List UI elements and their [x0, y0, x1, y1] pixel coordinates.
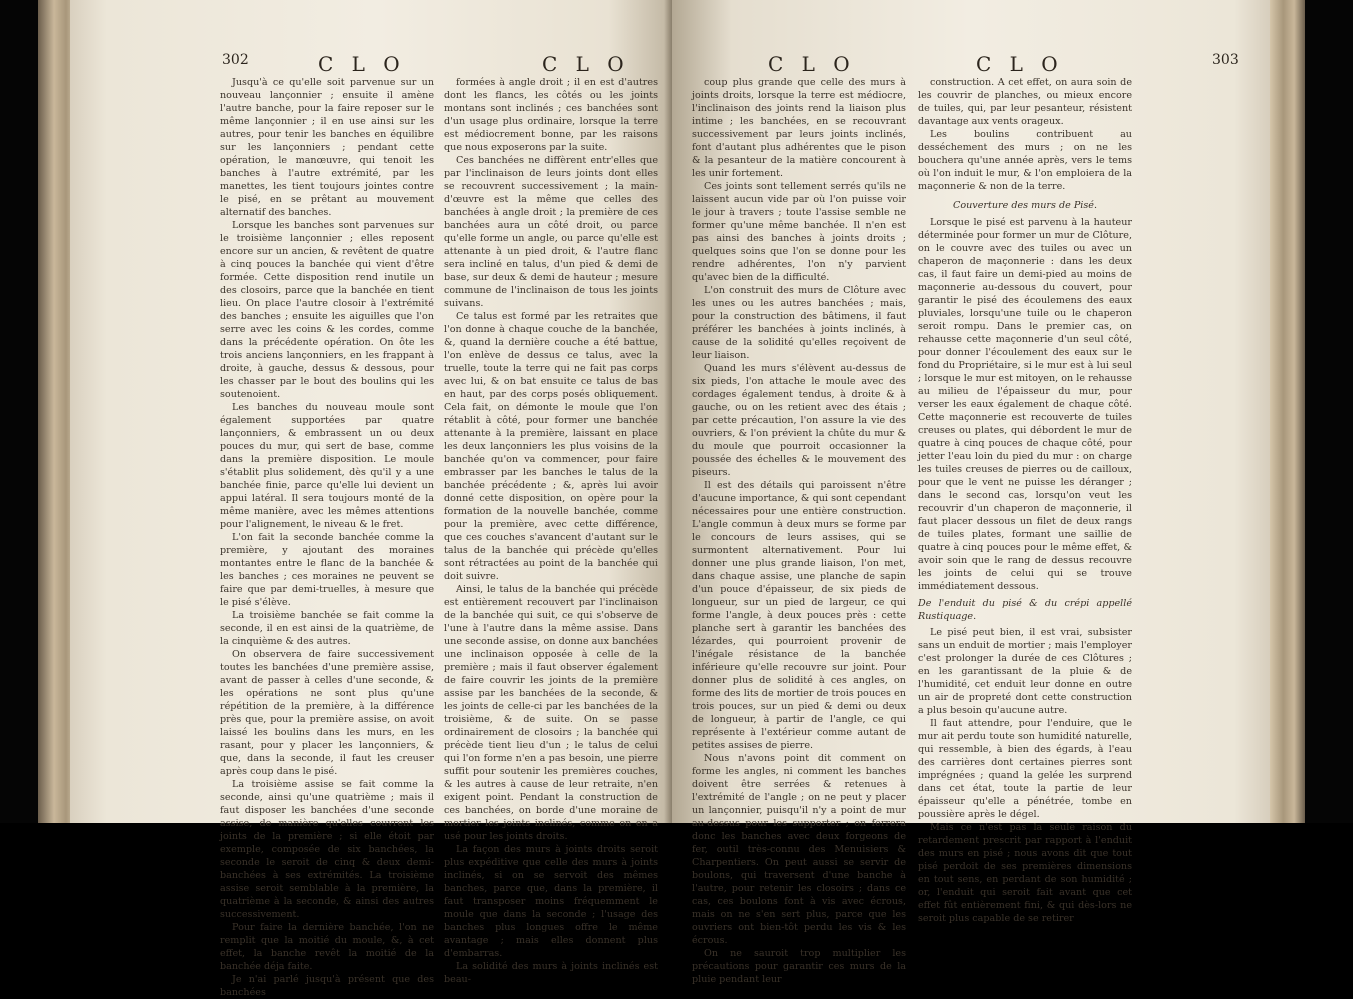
paragraph: Le pisé peut bien, il est vrai, subsister sans un enduit de mortier ; mais l'employer c'est prolonger la durée de ces Clôtures ; en les garantissant de la pluie & de l'humidité, cet enduit leur donne en outre un air de propreté dont cette construction a plus besoin qu'aucune autre.	[918, 627, 1132, 716]
paragraph: Quand les murs s'élèvent au-dessus de six pieds, l'on attache le moule avec des cordages également tendus, à droite & à gauche, ou on les retient avec des étais ; par cette précaution, l'on assure la vie des ouvriers, & l'on prévient la chûte du mur & du moule que pourroit occasionner la poussée des échelles & le mouvement des piseurs.	[692, 363, 906, 478]
paragraph: Pour faire la dernière banchée, l'on ne remplit que la moitié du moule, &, à cet effet, la banche revêt la moitié de la banchée déja faite.	[220, 922, 434, 972]
paragraph: Lorsque le pisé est parvenu à la hauteur déterminée pour former un mur de Clôture, on le couvre avec des tuiles ou avec un chaperon de maçonnerie : dans les deux cas, il faut faire un demi-pied au moins de maçonnerie au-dessous du couvert, pour garantir le pisé des écoulemens des eaux pluviales, lorsqu'une tuile ou le chaperon seroit rompu. Dans le premier cas, on rehausse cette maçonnerie d'un seul côté, pour donner l'écoulement des eaux sur le fond du Propriétaire, si le mur est à lui seul ; lorsque le mur est mitoyen, on le rehausse au milieu de l'épaisseur du mur, pour verser les eaux également de chaque côté. Cette maçonnerie est recouverte de tuiles creuses ou plates, qui débordent le mur de quatre à cinq pouces de chaque côté, pour jetter l'eau loin du pied du mur : on charge les tuiles creuses de pierres ou de cailloux, pour que le vent ne puisse les déranger ; dans le second cas, lorsqu'on veut les recouvrir d'un chaperon de maçonnerie, il faut placer dessous un filet de deux rangs de tuiles plates, formant une saillie de quatre à cinq pouces pour le même effet, & avoir soin que le rang de dessus recouvre les joints de celui qui se trouve immédiatement dessous.	[918, 217, 1132, 592]
paragraph: formées à angle droit ; il en est d'autres dont les flancs, les côtés ou les joints montans sont inclinés ; ces banchées sont d'un usage plus ordinaire, lorsque la terre est médiocrement bonne, par les raisons que nous exposerons par la suite.	[444, 77, 658, 153]
paragraph: Ces banchées ne diffèrent entr'elles que par l'inclinaison de leurs joints dont elles se recouvrent successivement ; la main-d'œuvre est la même que celles des banchées à angle droit ; la première de ces banchées aura un côté droit, ou parce qu'elle forme un angle, ou parce qu'elle est attenante à un pied droit, & l'autre flanc sera incliné en talus, d'un pied & demi de base, sur deux & demi de hauteur ; mesure commune de l'inclinaison de tous les joints suivans.	[444, 155, 658, 309]
text-column	[918, 76, 1132, 924]
running-head-col2: C L O	[976, 52, 1064, 76]
paragraph: La troisième assise se fait comme la seconde, ainsi qu'une quatrième ; mais il faut disposer les banchées d'une seconde assise, de manière qu'elles couvrent les joints de la première ; si elle étoit par exemple, composée de six banchées, la seconde le seroit de cinq & deux demi-banchées à ses extrémités. La troisième assise seroit semblable à la première, la quatrième à la seconde, & ainsi des autres successivement.	[220, 779, 434, 920]
paragraph: Il est des détails qui paroissent n'être d'aucune importance, & qui sont cependant nécessaires pour une entière construction. L'angle commun à deux murs se forme par le concours de leurs assises, qui se surmontent alternativement. Pour lui donner une plus grande liaison, l'on met, dans chaque assise, une planche de sapin d'un pouce d'épaisseur, de six pieds de longueur, sur un pied de largeur, ce qui forme l'angle, à deux pouces près : cette planche sert à garantir les banchées des lézardes, qui pourroient provenir de l'inégale résistance de la banchée inférieure qu'elle recouvre sur joint. Pour donner plus de solidité à ces angles, on forme des lits de mortier de trois pouces en trois pouces, sur un pied & demi ou deux de longueur, à partir de l'angle, ce qui représente à l'extérieur comme autant de petites assises de pierre.	[692, 480, 906, 751]
running-head-col2: C L O	[542, 52, 630, 76]
paragraph: On observera de faire successivement toutes les banchées d'une première assise, avant de passer à celles d'une seconde, & les opérations ne sont plus qu'une répétition de la première, à la différence près que, pour la première assise, on avoit laissé les boulins dans les murs, en les rasant, pour y placer les lançonniers, & que, dans la seconde, il faut les creuser après coup dans le pisé.	[220, 649, 434, 777]
paragraph: De l'enduit du pisé & du crépi appellé Rustiquage.	[918, 598, 1132, 622]
book-edge-right	[1269, 0, 1305, 823]
right-page	[672, 0, 1270, 985]
paragraph: Couverture des murs de Pisé.	[953, 200, 1097, 211]
paragraph: Ainsi, le talus de la banchée qui précède est entièrement recouvert par l'inclinaison de la banchée qui suit, ce qui s'observe de l'une à l'autre dans la même assise. Dans une seconde assise, on donne aux banchées une inclinaison opposée à celle de la première ; mais il faut observer également de faire couvrir les joints de la première assise par les banchées de la seconde, & les joints de celle-ci par les banchées de la troisième, & de suite. On se passe ordinairement de closoirs ; la banchée qui précède tient lieu d'un ; le talus de celui qui l'on forme n'en a pas besoin, une pierre suffit pour soutenir les premières couches, & les autres à cause de leur retraite, n'en exigent point. Pendant la construction de ces banchées, on borde d'une moraine de mortier les joints inclinés, comme on en a usé pour les joints droits.	[444, 584, 658, 842]
paragraph: On ne sauroit trop multiplier les précautions pour garantir ces murs de la pluie pendant leur	[692, 948, 906, 985]
paragraph: La troisième banchée se fait comme la seconde, il en est ainsi de la quatrième, de la cinquième & des autres.	[220, 610, 434, 647]
paragraph: L'on construit des murs de Clôture avec les unes ou les autres banchées ; mais, pour la construction des bâtimens, il faut préférer les banchées à joints inclinés, à cause de la solidité qu'elles reçoivent de leur liaison.	[692, 285, 906, 361]
running-head: C L O	[318, 52, 406, 76]
paragraph: Jusqu'à ce qu'elle soit parvenue sur un nouveau lançonnier ; ensuite il amène l'autre banche, pour la faire reposer sur le même lançonnier ; il en use ainsi sur les autres, pour tenir les banches en équilibre sur les lançonniers ; pendant cette opération, le manœuvre, qui tenoit les banches à l'autre extrémité, par les manettes, les tient toujours jointes contre le pisé, en se prêtant au mouvement alternatif des banches.	[220, 77, 434, 218]
page-number: 302	[222, 52, 249, 68]
paragraph: La façon des murs à joints droits seroit plus expéditive que celle des murs à joints inclinés, si on se servoit des mêmes banches, parce que, dans la première, il faut transposer moins fréquemment le moule que dans la seconde ; l'usage des banches plus longues offre le même avantage ; mais elles donnent plus d'embarras.	[444, 844, 658, 959]
paragraph: L'on fait la seconde banchée comme la première, y ajoutant des moraines montantes entre le flanc de la banchée & les banches ; ces moraines ne peuvent se faire que par demi-truelles, à mesure que le pisé s'élève.	[220, 532, 434, 608]
paragraph: Nous n'avons point dit comment on forme les angles, ni comment les banches doivent être serrées & retenues à l'extrémité de l'angle ; on ne peut y placer un lançonnier, puisqu'il n'y a point de mur au-dessus pour les supporter ; on ferrera donc les banches avec deux forgeons de fer, outil très-connu des Menuisiers & Charpentiers. On peut aussi se servir de boulons, qui traversent d'une banche à l'autre, pour retenir les closoirs ; dans ce cas, ces boulons font à vis avec écrous, mais on ne s'en sert plus, parce que les ouvriers ont bien-tôt perdu les vis & les écrous.	[692, 753, 906, 946]
running-head: C L O	[768, 52, 856, 76]
paragraph: construction. A cet effet, on aura soin de les couvrir de planches, ou mieux encore de tuiles, qui, par leur pesanteur, résistent davantage aux vents orageux.	[918, 77, 1132, 127]
left-page	[70, 0, 682, 998]
paragraph: Ces joints sont tellement serrés qu'ils ne laissent aucun vide par où l'on puisse voir le jour à travers ; toute l'assise semble ne former qu'une même banchée. Il n'en est pas ainsi des banches à joints droits ; quelques soins que l'on se donne pour les rendre adhérentes, l'on n'y parvient qu'avec bien de la difficulté.	[692, 181, 906, 283]
text-column	[444, 76, 658, 985]
paragraph: Ce talus est formé par les retraites que l'on donne à chaque couche de la banchée, &, quand la dernière couche a été battue, l'on enlève de dessus ce talus, avec la truelle, toute la terre qui ne fait pas corps avec lui, & on bat ensuite ce talus de bas en haut, par des corps posés obliquement. Cela fait, on démonte le moule que l'on rétablit à côté, pour former une banchée attenante à la première, laissant en place les deux lançonniers les plus voisins de la banchée qu'on va commencer, pour faire embrasser par les banches le talus de la banchée précédente ; &, après lui avoir donné cette disposition, on opère pour la formation de la nouvelle banchée, comme pour la première, avec cette différence, que ces couches s'avancent d'autant sur le talus de la banchée qui précède qu'elles sont rétractées au point de la banchée qui doit suivre.	[444, 311, 658, 582]
paragraph: Les banches du nouveau moule sont également supportées par quatre lançonniers, & embrassent un ou deux pouces du mur, qui sert de base, comme dans la première disposition. Le moule s'établit plus solidement, dès qu'il y a une banchée finie, parce qu'elle lui devient un appui latéral. Il sera toujours monté de la même manière, avec les mêmes attentions pour l'alignement, le niveau & le fret.	[220, 402, 434, 530]
paragraph: Mais ce n'est pas la seule raison du retardement prescrit par rapport à l'enduit des murs en pisé ; nous avons dit que tout pisé perdoit de ses premières dimensions en tout sens, en perdant de son humidité ; or, l'enduit qui seroit fait avant que cet effet fût entièrement fini, & qui dès-lors ne seroit plus capable de se retirer	[918, 822, 1132, 924]
paragraph: Je n'ai parlé jusqu'à présent que des banchées	[220, 974, 434, 998]
paragraph: La solidité des murs à joints inclinés est beau-	[444, 961, 658, 985]
paragraph: Les boulins contribuent au desséchement des murs ; on ne les bouchera qu'une année après, vers le tems où l'on induit le mur, & l'on emploiera de la maçonnerie & non de la terre.	[918, 129, 1132, 192]
paragraph: Il faut attendre, pour l'enduire, que le mur ait perdu toute son humidité naturelle, qui ressemble, à bien des égards, à l'eau des carrières dont certaines pierres sont imprégnées ; quand la gelée les surprend dans cet état, toute la partie de leur épaisseur qu'elle a pénétrée, tombe en poussière après le dégel.	[918, 718, 1132, 820]
text-column	[220, 76, 434, 998]
paragraph: Lorsque les banches sont parvenues sur le troisième lançonnier ; elles reposent encore sur un ancien, & revêtent de quatre à cinq pouces la banchée qui vient d'être formée. Cette disposition rend inutile un des closoirs, parce que la banchée en tient lieu. On place l'autre closoir à l'extrémité des banches ; ensuite les aiguilles que l'on serre avec les coins & les cordes, comme dans la précédente opération. On ôte les trois anciens lançonniers, en les frappant à droite, à gauche, dessus & dessous, pour les chasser par le bout des boulins qui les soutenoient.	[220, 220, 434, 400]
page-number: 303	[1212, 52, 1239, 68]
paragraph: coup plus grande que celle des murs à joints droits, lorsque la terre est médiocre, l'inclinaison des joints rend la liaison plus intime ; les banchées, en se recouvrant successivement par leurs joints inclinés, font d'autant plus adhérentes que le pison & la pesanteur de la matière concourent à les unir fortement.	[692, 77, 906, 179]
text-column	[692, 76, 906, 985]
